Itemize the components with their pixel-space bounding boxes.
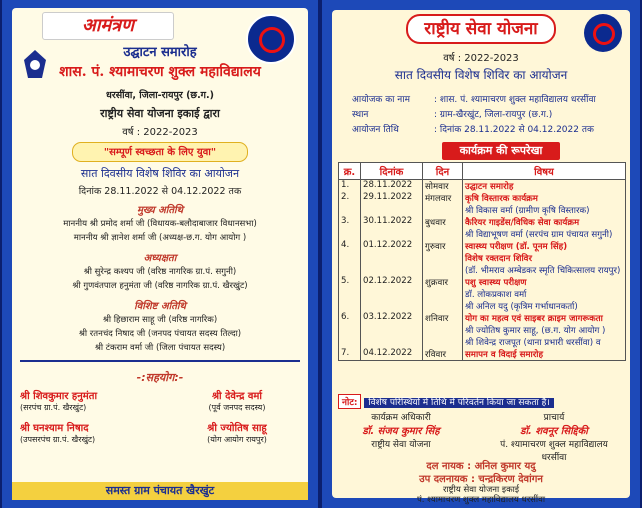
- year-line: वर्ष : 2022-2023: [443, 53, 519, 64]
- footer-band: समस्त ग्राम पंचायत खैरखुंट: [12, 482, 308, 500]
- header-day: दिन: [423, 163, 463, 180]
- row-topic: [463, 180, 626, 193]
- info-value: : दिनांक 28.11.2022 से 04.12.2022 तक: [434, 125, 594, 135]
- row-topic: [463, 276, 626, 312]
- table-row: [339, 192, 626, 216]
- sahyog-role: (योग आयोग रायपुर): [207, 435, 267, 444]
- president-1: श्री सुरेन्द्र कश्यप जी (वरिष्ठ नागरिक ग्रा.पं. सगुनी): [83, 267, 237, 277]
- row-date: 04.12.2022: [361, 348, 423, 361]
- special-guest-1: श्री हिछाराम साहू जी (वरिष्ठ नागरिक): [102, 315, 218, 325]
- info-value: : ग्राम-खैरखुंट, जिला-रायपुर (छ.ग.): [434, 110, 553, 120]
- principal-name: डॉ. शवनूर सिद्दिकी: [520, 426, 588, 437]
- row-day: शनिवार: [423, 312, 463, 348]
- row-no: 7.: [339, 348, 361, 361]
- row-day: गुरुवार: [423, 240, 463, 276]
- row-topic: [463, 240, 626, 276]
- topic-line: (डॉ. भीमराव अम्बेडकर स्मृति चिकित्सालय रायपुर): [465, 266, 621, 276]
- principal-label: प्राचार्य: [543, 413, 565, 423]
- topic-line: विशेष रक्तदान शिविर: [465, 254, 532, 264]
- deputy-line: उप दलनायक : चन्द्रकिरण देवांगन: [419, 474, 543, 485]
- schedule-card-body: [332, 10, 630, 505]
- header-topic: विषय: [463, 163, 626, 180]
- table-header-row: [339, 163, 626, 180]
- sahyog-label: -:सहयोग:-: [136, 371, 184, 384]
- sahyog-person-4: [172, 420, 302, 445]
- table-row: [339, 276, 626, 312]
- row-no: 5.: [339, 276, 361, 312]
- president-label: अध्यक्षता: [143, 253, 177, 264]
- row-no: 2.: [339, 192, 361, 216]
- header-date: दिनांक: [361, 163, 423, 180]
- info-key: आयोजन तिथि: [352, 125, 399, 135]
- table-row: [339, 312, 626, 348]
- camp-line: सात दिवसीय विशेष शिविर का आयोजन: [80, 167, 240, 180]
- topic-line: श्री शिवेन्द्र राजपूत (थाना प्रभारी धरसींवा) व: [465, 338, 601, 348]
- row-date: 29.11.2022: [361, 192, 423, 216]
- row-date: 01.12.2022: [361, 240, 423, 276]
- sahyog-role: (पूर्व जनपद सदस्य): [208, 403, 266, 412]
- table-row: [339, 240, 626, 276]
- president-2: श्री गुणवंतपाल हनुमंता जी (वरिष्ठ नागरिक ग्रा.पं. खैरखुंट): [72, 281, 248, 291]
- invitation-card: [0, 0, 320, 508]
- topic-line: डॉ. लोकप्रकाश वर्मा: [465, 290, 527, 300]
- sahyog-name: श्री शिवकुमार हनुमंता: [20, 391, 98, 402]
- row-day: रविवार: [423, 348, 463, 361]
- info-key: स्थान: [352, 110, 369, 120]
- row-date: 30.11.2022: [361, 216, 423, 240]
- info-date: [336, 122, 626, 135]
- theme-text: "सम्पूर्ण स्वच्छता के लिए युवा": [103, 147, 217, 158]
- row-date: 03.12.2022: [361, 312, 423, 348]
- row-day: शुक्रवार: [423, 276, 463, 312]
- topic-line: श्री अनिल यदु (कृत्रिम गर्भाधानकर्ता): [465, 302, 578, 312]
- header-no: क्र.: [339, 163, 361, 180]
- row-day: मंगलवार: [423, 192, 463, 216]
- row-no: 4.: [339, 240, 361, 276]
- chief-guest-label: मुख्य अतिथि: [136, 205, 184, 216]
- college-name: शास. पं. श्यामाचरण शुक्ल महाविद्यालय: [59, 64, 261, 80]
- nss-title-text: राष्ट्रीय सेवा योजना: [406, 14, 555, 44]
- info-organizer: [336, 92, 626, 105]
- officer-name: डॉ. संजय कुमार सिंह: [362, 426, 440, 437]
- note-text: विशेष परिस्थियों में तिथि में परिवर्तन किया जा सकता है।: [364, 398, 554, 408]
- principal-signature: [482, 410, 626, 463]
- sahyog-person-3: [20, 420, 160, 445]
- principal-org: पं. श्यामाचरण शुक्ल महाविद्यालय: [500, 440, 608, 450]
- divider: [20, 360, 300, 362]
- organizer-line: राष्ट्रीय सेवा योजना इकाई द्वारा: [100, 107, 220, 120]
- topic-line: श्री ज्योतिष कुमार साहू, (छ.ग. योग आयोग ): [465, 326, 606, 336]
- sahyog-role: (सरपंच ग्रा.पं. खैरखुंट): [20, 403, 87, 412]
- note-line: [338, 394, 624, 408]
- college-location: धरसींवा, जिला-रायपुर (छ.ग.): [106, 90, 214, 101]
- topic-line: पशु स्वास्थ्य परीक्षण: [465, 278, 527, 288]
- nss-logo-icon: [584, 14, 622, 52]
- officer-org: राष्ट्रीय सेवा योजना: [371, 440, 431, 450]
- sahyog-person-2: [172, 388, 302, 413]
- row-no: 6.: [339, 312, 361, 348]
- table-row: [339, 216, 626, 240]
- officer-signature: [336, 410, 466, 450]
- row-day: बुधवार: [423, 216, 463, 240]
- footer-college: पं. श्यामाचरण शुक्ल महाविद्यालय धरसींवा: [416, 495, 546, 505]
- row-date: 02.12.2022: [361, 276, 423, 312]
- topic-line: उद्घाटन समारोह: [465, 182, 514, 192]
- row-topic: [463, 216, 626, 240]
- topic-line: कृषि विस्तारक कार्यक्रम: [465, 194, 538, 204]
- invitation-card-body: [12, 8, 308, 500]
- unit-line: राष्ट्रीय सेवा योजना इकाई: [443, 485, 519, 495]
- topic-line: कैरियर गाइडेंस/विधिक सेवा कार्यक्रम: [465, 218, 580, 228]
- schedule-table: [338, 162, 626, 361]
- event-title: उद्घाटन समारोह: [123, 45, 197, 60]
- chief-guest-1: माननीय श्री प्रमोद शर्मा जी (विधायक-बलौदाबाजार विधानसभा): [63, 219, 257, 229]
- row-topic: [463, 348, 626, 361]
- invite-ribbon: आमंत्रण: [42, 12, 174, 40]
- special-guest-2: श्री रतनचंद निषाद जी (जनपद पंचायत सदस्य तिल्दा): [78, 329, 242, 339]
- special-guest-3: श्री टंकराम वर्मा जी (जिला पंचायत सदस्य): [94, 343, 226, 353]
- sahyog-name: श्री घनश्याम निषाद: [20, 423, 89, 434]
- sahyog-name: श्री ज्योतिष साहू: [207, 423, 267, 434]
- row-day: सोमवार: [423, 180, 463, 193]
- info-key: आयोजक का नाम: [352, 95, 411, 105]
- year-line: वर्ष : 2022-2023: [122, 127, 198, 138]
- info-value: : शास. पं. श्यामाचरण शुक्ल महाविद्यालय धरसींवा: [434, 95, 596, 105]
- chief-guest-2: माननीय श्री ज्ञानेश शर्मा जी (अध्यक्ष-छ.ग. योग आयोग ): [73, 233, 247, 243]
- row-topic: [463, 192, 626, 216]
- sahyog-role: (उपसरपंच ग्रा.पं. खैरखुंट): [20, 435, 96, 444]
- row-date: 28.11.2022: [361, 180, 423, 193]
- special-guest-label: विशिष्ट अतिथि: [134, 301, 186, 312]
- schedule-title: कार्यक्रम की रूपरेखा: [442, 142, 560, 160]
- topic-line: स्वास्थ्य परीक्षण (डॉ. पूनम सिंह): [465, 242, 568, 252]
- topic-line: श्री विद्याभूषण वर्मा (सरपंच ग्राम पंचायत सगुनी): [465, 230, 613, 240]
- row-no: 3.: [339, 216, 361, 240]
- principal-place: धरसींवा: [541, 453, 567, 463]
- info-place: [336, 107, 626, 120]
- topic-line: योग का महत्व एवं साइबर क्राइम जागरूकता: [465, 314, 603, 324]
- note-label: नोट:: [338, 394, 361, 409]
- leader-line: दल नायक : अनिल कुमार यदु: [426, 461, 536, 472]
- sahyog-person-1: [20, 388, 160, 413]
- sahyog-name: श्री देवेन्द्र वर्मा: [211, 391, 263, 402]
- schedule-card: [320, 0, 642, 508]
- topic-line: श्री विकास वर्मा (ग्रामीण कृषि विस्तारक): [465, 206, 590, 216]
- topic-line: समापन व विदाई समारोह: [465, 350, 544, 360]
- table-row: [339, 180, 626, 193]
- table-row: [339, 348, 626, 361]
- row-topic: [463, 312, 626, 348]
- dates-line: दिनांक 28.11.2022 से 04.12.2022 तक: [78, 186, 242, 197]
- officer-label: कार्यक्रम अधिकारी: [371, 413, 431, 423]
- camp-line: सात दिवसीय विशेष शिविर का आयोजन: [394, 68, 568, 82]
- row-no: 1.: [339, 180, 361, 193]
